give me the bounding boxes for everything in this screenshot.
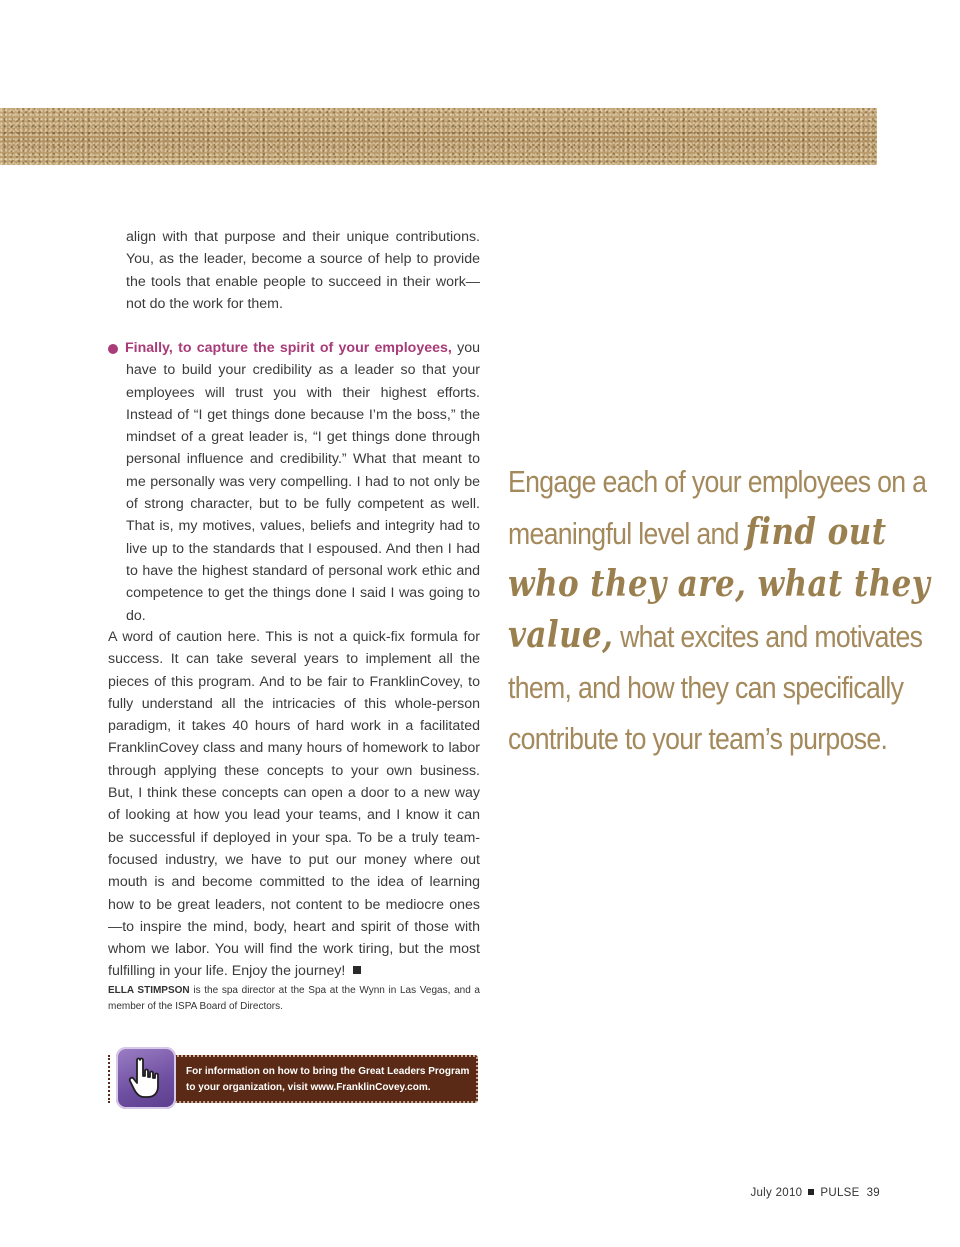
pull-quote-script-4: value, xyxy=(508,614,614,656)
page-footer xyxy=(750,1187,880,1199)
info-box-text[interactable] xyxy=(186,1064,476,1096)
end-mark-icon xyxy=(353,966,361,974)
hand-cursor-glyph xyxy=(126,1056,166,1100)
footer-magazine: PULSE xyxy=(820,1187,860,1199)
pull-quote-line-6: contribute to your team’s purpose. xyxy=(508,721,888,756)
pull-quote-line-3: who they are, what they xyxy=(508,563,931,605)
page-number: 39 xyxy=(866,1187,880,1199)
sand-texture-banner xyxy=(0,108,877,165)
bullet-lead: Finally, to capture the spirit of your employees, xyxy=(125,340,452,356)
pull-quote xyxy=(508,456,931,764)
pull-quote-plain-4: what excites and motivates xyxy=(613,619,923,654)
bullet-dot xyxy=(108,344,118,354)
footer-date: July 2010 xyxy=(750,1187,803,1199)
bullet-paragraph xyxy=(126,337,480,627)
author-bio xyxy=(108,983,480,1015)
pull-quote-line-2 xyxy=(508,507,887,559)
author-bio-text: is the spa director at the Spa at the Wynn in Las Vegas, and a member of the ISPA Board of Directors. xyxy=(108,985,480,1012)
pull-quote-script-2: find out xyxy=(745,511,887,553)
pull-quote-line-1: Engage each of your employees on a xyxy=(508,464,927,499)
bullet-text: you have to build your credibility as a leader so that your employees will trust you with their highest efforts. Instead of “I get things done because I’m the boss,” the mindset of a great leader is, “I get things done through personal influence and credibility.” What that meant to me personally was very compelling. I had to not only be of strong character, but to be fully competent as well. That is, my motives, values, beliefs and integrity had to live up to the standards that I espoused. And then I had to have the highest standard of personal work ethic and competence to get the things done I said I was going to do. xyxy=(126,340,480,624)
intro-paragraph xyxy=(126,226,480,315)
footer-separator-icon xyxy=(808,1189,814,1195)
pull-quote-line-5: them, and how they can specifically xyxy=(508,670,904,705)
closing-paragraph xyxy=(108,626,480,983)
info-line-1: For information on how to bring the Great Leaders Program xyxy=(186,1066,470,1077)
pointing-hand-icon xyxy=(116,1047,176,1109)
info-line-2[interactable]: to your organization, visit www.FranklinCovey.com. xyxy=(186,1082,431,1093)
pull-quote-plain-2: meaningful level and xyxy=(508,516,746,551)
author-name: ELLA STIMPSON xyxy=(108,985,190,996)
intro-text: align with that purpose and their unique contributions. You, as the leader, become a source of help to provide the tools that enable people to succeed in their work—not do the work for them. xyxy=(126,229,480,312)
closing-text: A word of caution here. This is not a quick-fix formula for success. It can take several years to implement all the pieces of this program. And to be fair to FranklinCovey, to fully understand all the intricacies of this whole-person paradigm, it takes 40 hours of hard work in a facilitated FranklinCovey class and many hours of homework to labor through applying these concepts to your own business. But, I think these concepts can open a door to a new way of looking at how you lead your teams, and I know it can be successful if deployed in your spa. To be a truly team-focused industry, we have to put our money where out mouth is and become committed to the idea of learning how to be great leaders, not content to be mediocre ones—to inspire the mind, body, heart and spirit of those with whom we labor. You will find the work tiring, but the most fulfilling in your life. Enjoy the journey! xyxy=(108,629,480,980)
pull-quote-line-4 xyxy=(508,610,923,662)
